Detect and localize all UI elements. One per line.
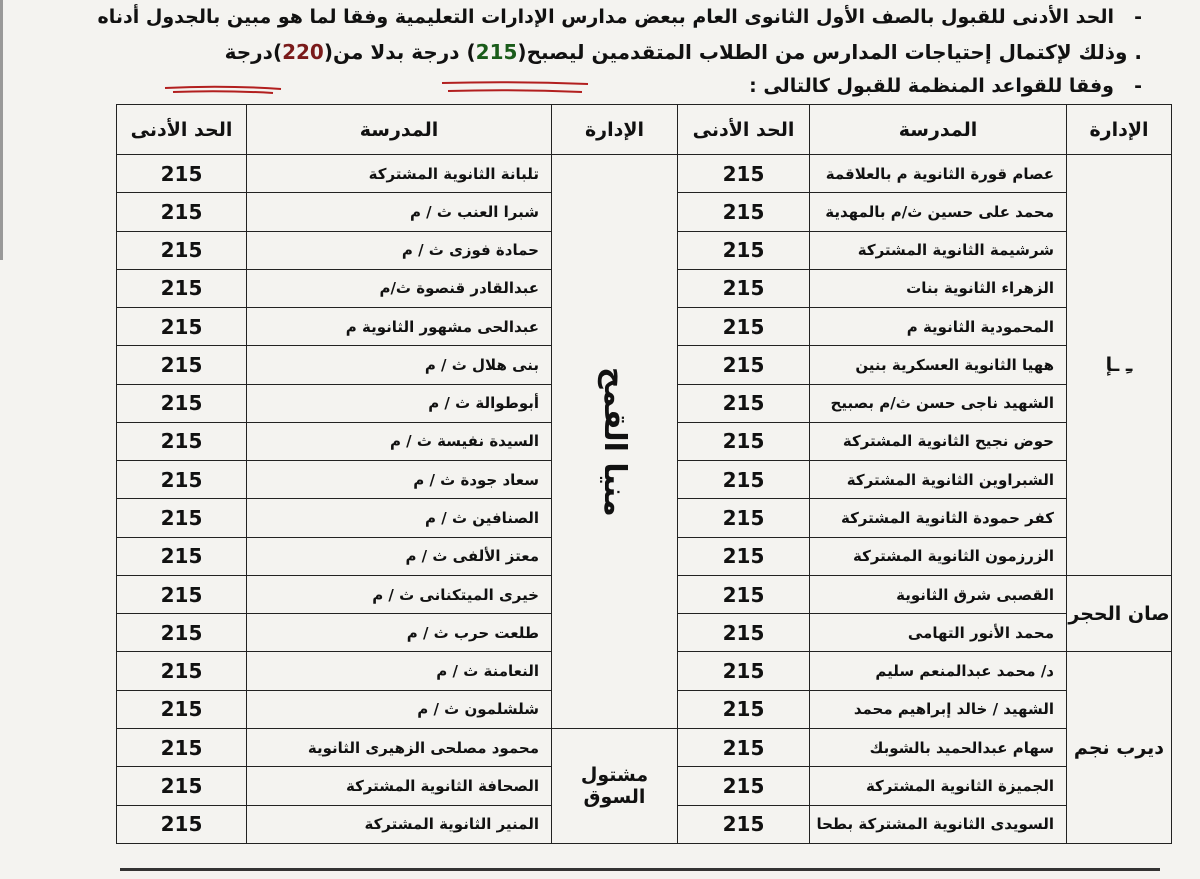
min-score-right: 215	[678, 308, 810, 346]
school-name-right: الشهيد ناجى حسن ث/م بصبيح	[810, 384, 1067, 422]
document-header	[0, 0, 1200, 102]
school-name-left: محمود مصلحى الزهيرى الثانوية	[247, 728, 552, 766]
school-name-left: خيرى الميتكنانى ث / م	[247, 575, 552, 613]
school-name-left: النعامنة ث / م	[247, 652, 552, 690]
header-line-2-suffix: )درجة	[224, 40, 283, 64]
school-name-right: الزهراء الثانوية بنات	[810, 269, 1067, 307]
min-score-right: 215	[678, 690, 810, 728]
school-name-left: شبرا العنب ث / م	[247, 193, 552, 231]
school-name-left: عبدالقادر قنصوة ث/م	[247, 269, 552, 307]
school-name-right: سهام عبدالحميد بالشوبك	[810, 728, 1067, 766]
min-score-right: 215	[678, 614, 810, 652]
min-score-left: 215	[117, 767, 247, 805]
min-score-right: 215	[678, 805, 810, 843]
min-score-right: 215	[678, 346, 810, 384]
school-name-right: د/ محمد عبدالمنعم سليم	[810, 652, 1067, 690]
header-line-2-prefix: وذلك لإكتمال إحتياجات المدارس من الطلاب المتقدمين ليصبح(	[517, 40, 1128, 64]
header-line-2-middle: ) درجة بدلا من(	[323, 40, 476, 64]
min-score-left: 215	[117, 193, 247, 231]
school-name-right: محمد على حسين ث/م بالمهدية	[810, 193, 1067, 231]
header-min: الحد الأدنى	[678, 105, 810, 155]
admin-cell-left: مشتول السوق	[552, 728, 678, 843]
min-score-left: 215	[117, 575, 247, 613]
header-line-1	[97, 6, 1142, 28]
header-line-3-text: وفقا للقواعد المنظمة للقبول كالتالى :	[749, 75, 1114, 97]
table-body	[117, 155, 1172, 844]
header-min: الحد الأدنى	[117, 105, 247, 155]
admission-table	[116, 104, 1172, 844]
min-score-left: 215	[117, 231, 247, 269]
admin-cell-right: صان الحجر	[1067, 575, 1172, 652]
school-name-left: أبوطوالة ث / م	[247, 384, 552, 422]
school-name-left: تلبانة الثانوية المشتركة	[247, 155, 552, 193]
bottom-rule	[120, 868, 1160, 871]
min-score-left: 215	[117, 155, 247, 193]
min-score-right: 215	[678, 461, 810, 499]
min-score-left: 215	[117, 652, 247, 690]
school-name-right: الزرزمون الثانوية المشتركة	[810, 537, 1067, 575]
header-line-1-text: الحد الأدنى للقبول بالصف الأول الثانوى العام ببعض مدارس الإدارات التعليمية وفقا لما هو مبين بالجدول أدناه	[97, 6, 1114, 28]
min-score-right: 215	[678, 537, 810, 575]
min-score-left: 215	[117, 308, 247, 346]
school-name-left: المنير الثانوية المشتركة	[247, 805, 552, 843]
school-name-right: المحمودية الثانوية م	[810, 308, 1067, 346]
new-min-score: 215	[475, 40, 518, 64]
min-score-left: 215	[117, 461, 247, 499]
min-score-right: 215	[678, 575, 810, 613]
min-score-left: 215	[117, 346, 247, 384]
school-name-right: حوض نجيح الثانوية المشتركة	[810, 422, 1067, 460]
school-name-right: الجميزة الثانوية المشتركة	[810, 767, 1067, 805]
header-school: المدرسة	[247, 105, 552, 155]
school-name-left: الصنافين ث / م	[247, 499, 552, 537]
min-score-left: 215	[117, 422, 247, 460]
header-admin: الإدارة	[552, 105, 678, 155]
min-score-right: 215	[678, 767, 810, 805]
min-score-right: 215	[678, 728, 810, 766]
admin-cell-right: ـِ ـإ	[1067, 155, 1172, 576]
min-score-left: 215	[117, 537, 247, 575]
bullet-dash: -	[1134, 75, 1142, 97]
min-score-right: 215	[678, 231, 810, 269]
min-score-right: 215	[678, 652, 810, 690]
min-score-left: 215	[117, 614, 247, 652]
school-name-right: القصبى شرق الثانوية	[810, 575, 1067, 613]
min-score-left: 215	[117, 805, 247, 843]
school-name-left: بنى هلال ث / م	[247, 346, 552, 384]
min-score-right: 215	[678, 499, 810, 537]
min-score-right: 215	[678, 384, 810, 422]
table-row	[117, 155, 1172, 193]
header-school: المدرسة	[810, 105, 1067, 155]
header-line-2-dot: .	[1134, 40, 1142, 64]
school-name-left: سعاد جودة ث / م	[247, 461, 552, 499]
min-score-left: 215	[117, 269, 247, 307]
school-name-right: محمد الأنور التهامى	[810, 614, 1067, 652]
red-underline-mark	[163, 84, 283, 94]
school-name-right: ههيا الثانوية العسكرية بنين	[810, 346, 1067, 384]
min-score-right: 215	[678, 193, 810, 231]
bullet-dash: -	[1134, 6, 1142, 28]
school-name-left: طلعت حرب ث / م	[247, 614, 552, 652]
school-name-left: شلشلمون ث / م	[247, 690, 552, 728]
school-name-right: عصام قورة الثانوية م بالعلاقمة	[810, 155, 1067, 193]
table-row	[117, 728, 1172, 766]
school-name-left: عبدالحى مشهور الثانوية م	[247, 308, 552, 346]
school-name-right: الشبراوين الثانوية المشتركة	[810, 461, 1067, 499]
school-name-left: الصحافة الثانوية المشتركة	[247, 767, 552, 805]
min-score-left: 215	[117, 728, 247, 766]
admin-cell-left: منيا القمح	[552, 155, 678, 729]
admin-cell-right: ديرب نجم	[1067, 652, 1172, 844]
school-name-right: كفر حمودة الثانوية المشتركة	[810, 499, 1067, 537]
header-line-2	[130, 40, 1142, 64]
school-name-right: السويدى الثانوية المشتركة بطحا	[810, 805, 1067, 843]
school-name-left: حمادة فوزى ث / م	[247, 231, 552, 269]
school-name-left: السيدة نفيسة ث / م	[247, 422, 552, 460]
min-score-right: 215	[678, 155, 810, 193]
min-score-right: 215	[678, 422, 810, 460]
red-underline-mark	[440, 80, 590, 94]
school-name-right: الشهيد / خالد إبراهيم محمد	[810, 690, 1067, 728]
min-score-left: 215	[117, 384, 247, 422]
min-score-left: 215	[117, 499, 247, 537]
min-score-left: 215	[117, 690, 247, 728]
old-min-score: 220	[282, 40, 324, 64]
table-header-row	[117, 105, 1172, 155]
school-name-left: معتز الألفى ث / م	[247, 537, 552, 575]
header-admin: الإدارة	[1067, 105, 1172, 155]
school-name-right: شرشيمة الثانوية المشتركة	[810, 231, 1067, 269]
min-score-right: 215	[678, 269, 810, 307]
